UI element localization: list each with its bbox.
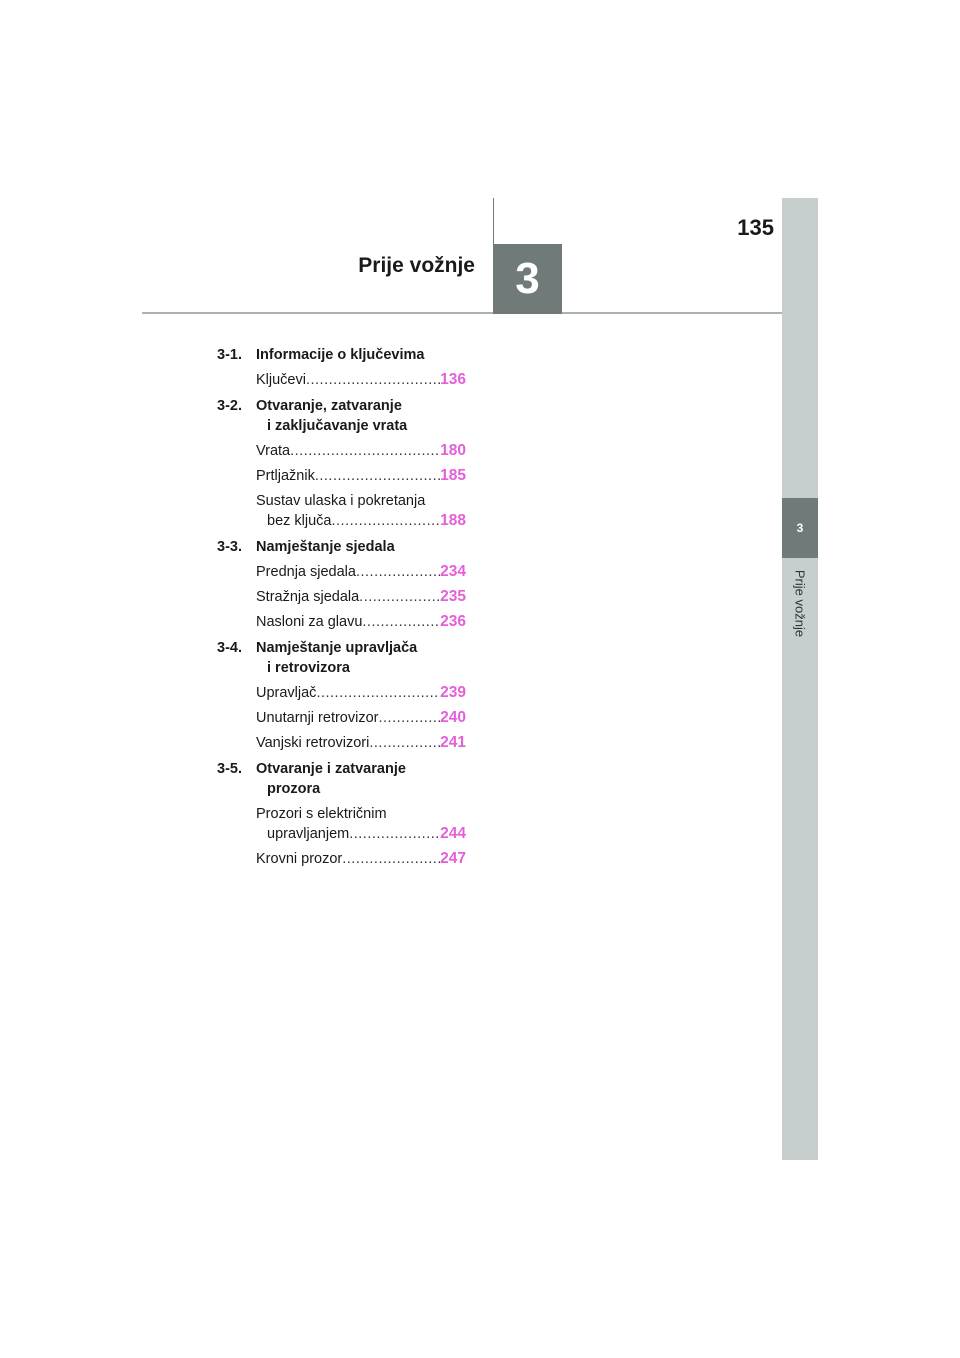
page-link[interactable]: 188 <box>440 512 466 529</box>
section-title: Informacije o ključevima <box>256 347 425 363</box>
dot-leader <box>349 824 440 844</box>
toc-entry[interactable] <box>256 849 466 869</box>
page-link[interactable]: 239 <box>440 684 466 701</box>
side-label-text: Prije vožnje <box>792 569 808 638</box>
page-link[interactable]: 180 <box>440 442 466 459</box>
toc-entry[interactable] <box>256 441 466 461</box>
entry-title: Prozori s električnim <box>256 806 387 822</box>
toc-section-heading <box>217 759 517 799</box>
dot-leader <box>356 562 440 582</box>
entry-title: Unutarnji retrovizor <box>256 710 379 726</box>
entry-title: Stražnja sjedala <box>256 589 360 605</box>
dot-leader <box>362 612 440 632</box>
page-link[interactable]: 234 <box>440 563 466 580</box>
chapter-number-box <box>493 244 562 314</box>
chapter-title: Prije vožnje <box>358 254 475 277</box>
section-title: Otvaranje, zatvaranje i zaključavanje vrata <box>256 398 408 434</box>
section-number: 3-5. <box>217 761 242 777</box>
toc-entry[interactable] <box>256 612 466 632</box>
chapter-number: 3 <box>515 254 540 303</box>
toc-entry[interactable] <box>256 562 466 582</box>
toc-entry[interactable] <box>256 587 466 607</box>
page-link[interactable]: 185 <box>440 467 466 484</box>
page-link[interactable]: 241 <box>440 734 466 751</box>
dot-leader <box>379 708 441 728</box>
section-number: 3-1. <box>217 347 242 363</box>
entry-title-continued: bez ključa <box>267 513 332 529</box>
toc-entry[interactable] <box>256 804 466 844</box>
entry-title: Prednja sjedala <box>256 564 356 580</box>
side-tab-number: 3 <box>796 521 804 535</box>
side-chapter-tab[interactable] <box>782 498 818 558</box>
entry-title: Vrata <box>256 443 291 459</box>
entry-title: Nasloni za glavu <box>256 614 363 630</box>
dot-leader <box>331 511 440 531</box>
toc-section-heading <box>217 638 517 678</box>
entry-title: Vanjski retrovizori <box>256 735 370 751</box>
page-link[interactable]: 136 <box>440 371 466 388</box>
toc-section-heading <box>217 345 517 365</box>
entry-title: Ključevi <box>256 372 306 388</box>
entry-title: Sustav ulaska i pokretanja <box>256 493 426 509</box>
section-title: Otvaranje i zatvaranje prozora <box>256 761 406 797</box>
side-thumb-strip <box>782 198 818 1160</box>
page-number: 135 <box>737 215 774 240</box>
toc-section-heading <box>217 537 517 557</box>
dot-leader <box>316 683 440 703</box>
dot-leader <box>315 466 440 486</box>
toc-section-heading <box>217 396 517 436</box>
toc-entry[interactable] <box>256 708 466 728</box>
toc-entry[interactable] <box>256 466 466 486</box>
section-title: Namještanje sjedala <box>256 539 395 555</box>
page-link[interactable]: 240 <box>440 709 466 726</box>
dot-leader <box>342 849 440 869</box>
toc-entry[interactable] <box>256 491 466 531</box>
page-link[interactable]: 236 <box>440 613 466 630</box>
section-number: 3-3. <box>217 539 242 555</box>
page-link[interactable]: 247 <box>440 850 466 867</box>
page-link[interactable]: 244 <box>440 825 466 842</box>
entry-title: Prtljažnik <box>256 468 315 484</box>
section-title: Namještanje upravljača i retrovizora <box>256 640 418 676</box>
toc-entry[interactable] <box>256 733 466 753</box>
entry-title-continued: upravljanjem <box>267 826 350 842</box>
dot-leader <box>290 441 440 461</box>
section-number: 3-2. <box>217 398 242 414</box>
page-link[interactable]: 235 <box>440 588 466 605</box>
toc-entry[interactable] <box>256 683 466 703</box>
section-number: 3-4. <box>217 640 242 656</box>
dot-leader <box>369 733 440 753</box>
header-divider-horizontal <box>142 312 782 314</box>
dot-leader <box>306 370 440 390</box>
dot-leader <box>359 587 440 607</box>
entry-title: Krovni prozor <box>256 851 343 867</box>
table-of-contents <box>217 345 517 869</box>
entry-title: Upravljač <box>256 685 317 701</box>
toc-entry[interactable] <box>256 370 466 390</box>
